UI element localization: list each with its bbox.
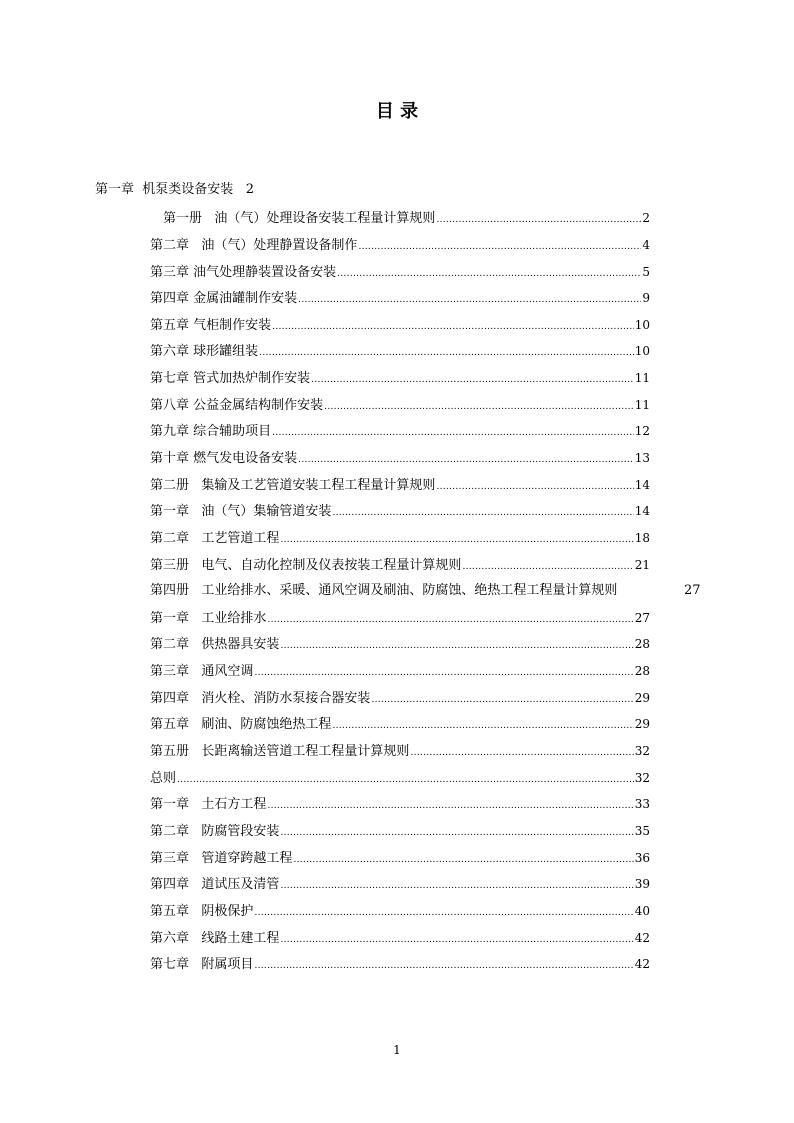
dot-leader bbox=[254, 904, 633, 922]
dot-leader bbox=[332, 717, 633, 735]
toc-entry-text: 燃气发电设备安装 bbox=[193, 451, 298, 466]
dot-leader bbox=[254, 664, 633, 682]
toc-entry-text: 机泵类设备安装 bbox=[142, 182, 234, 197]
toc-entry-text: 土石方工程 bbox=[201, 797, 267, 812]
toc-entry-text: 防腐管段安装 bbox=[201, 824, 280, 839]
toc-entry-text: 阴极保护 bbox=[201, 904, 254, 919]
toc-entry-label: 第四册 bbox=[150, 583, 190, 598]
toc-entry-text: 道试压及清管 bbox=[201, 877, 280, 892]
dot-leader bbox=[436, 478, 633, 496]
toc-entry-page: 42 bbox=[634, 931, 650, 945]
toc-entry-text: 公益金属结构制作安装 bbox=[193, 398, 324, 413]
toc-entry-first[interactable] bbox=[95, 181, 254, 199]
toc-entry-text: 线路土建工程 bbox=[201, 931, 280, 946]
dot-leader bbox=[280, 824, 633, 842]
toc-entry[interactable] bbox=[150, 822, 650, 840]
dot-leader bbox=[280, 931, 633, 949]
toc-entry-page: 10 bbox=[634, 344, 650, 358]
toc-entry[interactable] bbox=[150, 289, 650, 307]
dot-leader bbox=[272, 318, 634, 336]
toc-entry[interactable] bbox=[150, 449, 650, 467]
toc-entry-text: 油（气）处理静置设备制作 bbox=[201, 238, 358, 253]
dot-leader bbox=[436, 211, 641, 229]
toc-entry-label: 第十章 bbox=[150, 451, 190, 466]
toc-entry-label: 第五册 bbox=[150, 744, 190, 759]
toc-entry-page: 42 bbox=[634, 957, 650, 971]
toc-entry-page: 27 bbox=[684, 583, 701, 598]
toc-entry-label: 第七章 bbox=[150, 371, 190, 386]
toc-entry-text: 工业给排水、采暖、通风空调及刷油、防腐蚀、绝热工程工程量计算规则 bbox=[201, 583, 618, 598]
toc-entry[interactable] bbox=[150, 662, 650, 680]
toc-entry-label: 第一章 bbox=[95, 182, 135, 197]
toc-entry-page: 11 bbox=[634, 371, 650, 385]
toc-entry-page: 11 bbox=[634, 398, 650, 412]
dot-leader bbox=[272, 424, 634, 442]
page-title: 目 录 bbox=[375, 101, 419, 122]
toc-entry-text: 工业给排水 bbox=[201, 611, 267, 626]
dot-leader bbox=[267, 797, 633, 815]
dot-leader bbox=[371, 691, 633, 709]
dot-leader bbox=[410, 744, 633, 762]
toc-entry-page: 29 bbox=[634, 691, 650, 705]
toc-entry[interactable] bbox=[150, 582, 617, 600]
toc-entry-label: 第五章 bbox=[150, 318, 190, 333]
toc-entry-page: 33 bbox=[634, 797, 650, 811]
toc-entry-page: 21 bbox=[634, 558, 650, 572]
toc-entry-page: 14 bbox=[634, 478, 650, 492]
toc-entry-text: 金属油罐制作安装 bbox=[193, 291, 298, 306]
toc-entry-label: 第一章 bbox=[150, 797, 190, 812]
toc-entry-text: 球形罐组装 bbox=[193, 344, 259, 359]
dot-leader bbox=[177, 771, 634, 789]
dot-leader bbox=[324, 398, 634, 416]
dot-leader bbox=[280, 637, 633, 655]
toc-entry-label: 第四章 bbox=[150, 291, 190, 306]
toc-entry[interactable] bbox=[150, 476, 650, 494]
toc-entry[interactable] bbox=[150, 955, 650, 973]
dot-leader bbox=[254, 957, 633, 975]
toc-entry-page: 2 bbox=[245, 182, 254, 197]
toc-entry-label: 第七章 bbox=[150, 957, 190, 972]
toc-entry-text: 供热器具安装 bbox=[201, 637, 280, 652]
toc-entry[interactable] bbox=[150, 635, 650, 653]
toc-entry-text: 电气、自动化控制及仪表按装工程量计算规则 bbox=[201, 558, 462, 573]
toc-entry-page: 39 bbox=[634, 877, 650, 891]
toc-entry-label: 第六章 bbox=[150, 931, 190, 946]
toc-entry-text: 管道穿跨越工程 bbox=[201, 851, 293, 866]
toc-entry[interactable] bbox=[150, 502, 650, 520]
toc-entry-page: 4 bbox=[642, 238, 650, 252]
toc-entry-text: 油（气）集输管道安装 bbox=[201, 504, 332, 519]
toc-entry-page: 28 bbox=[634, 664, 650, 678]
toc-entry[interactable] bbox=[150, 849, 650, 867]
toc-entry-label: 第二章 bbox=[150, 238, 190, 253]
dot-leader bbox=[462, 558, 633, 576]
toc-entry-label: 第三章 bbox=[150, 851, 190, 866]
toc-entry[interactable] bbox=[150, 609, 650, 627]
toc-entry[interactable] bbox=[150, 369, 650, 387]
toc-entry-label: 第九章 bbox=[150, 424, 190, 439]
toc-entry-label: 第四章 bbox=[150, 877, 190, 892]
toc-entry[interactable] bbox=[150, 929, 650, 947]
toc-entry[interactable] bbox=[150, 529, 650, 547]
toc-entry[interactable] bbox=[163, 209, 650, 227]
toc-entry-page: 36 bbox=[634, 851, 650, 865]
dot-leader bbox=[298, 451, 634, 469]
toc-entry[interactable] bbox=[150, 316, 650, 334]
toc-entry-label: 第一章 bbox=[150, 504, 190, 519]
dot-leader bbox=[311, 371, 634, 389]
toc-entry-label: 第二册 bbox=[150, 478, 190, 493]
toc-entry[interactable] bbox=[150, 342, 650, 360]
toc-entry-page: 5 bbox=[642, 265, 650, 279]
toc-entry-text: 集输及工艺管道安装工程工程量计算规则 bbox=[201, 478, 436, 493]
toc-entry-label: 第五章 bbox=[150, 904, 190, 919]
toc-entry[interactable] bbox=[150, 875, 650, 893]
toc-entry[interactable] bbox=[150, 236, 650, 254]
toc-entry-page: 2 bbox=[642, 211, 650, 225]
dot-leader bbox=[358, 238, 641, 256]
toc-entry-text: 附属项目 bbox=[201, 957, 254, 972]
toc-entry-label: 第六章 bbox=[150, 344, 190, 359]
toc-entry-text: 气柜制作安装 bbox=[193, 318, 272, 333]
toc-entry-text: 油气处理静装置设备安装 bbox=[193, 265, 337, 280]
toc-entry-page: 18 bbox=[634, 531, 650, 545]
dot-leader bbox=[337, 265, 641, 283]
dot-leader bbox=[259, 344, 634, 362]
page-number: 1 bbox=[393, 1043, 401, 1057]
toc-entry-page: 10 bbox=[634, 318, 650, 332]
toc-entry-page: 12 bbox=[634, 424, 650, 438]
toc-entry-label: 第八章 bbox=[150, 398, 190, 413]
toc-entry-label: 第二章 bbox=[150, 531, 190, 546]
toc-entry-text: 油（气）处理设备安装工程量计算规则 bbox=[214, 211, 436, 226]
toc-entry[interactable] bbox=[150, 795, 650, 813]
toc-entry-label: 第一章 bbox=[150, 611, 190, 626]
toc-entry-label: 第一册 bbox=[163, 211, 203, 226]
toc-entry-label: 第三册 bbox=[150, 558, 190, 573]
toc-entry-page: 28 bbox=[634, 637, 650, 651]
toc-entry-page: 9 bbox=[642, 291, 650, 305]
toc-entry-page: 32 bbox=[634, 771, 650, 785]
dot-leader bbox=[332, 504, 633, 522]
toc-entry[interactable] bbox=[150, 742, 650, 760]
toc-entry-page: 14 bbox=[634, 504, 650, 518]
toc-entry-page: 13 bbox=[634, 451, 650, 465]
toc-entry-label: 第三章 bbox=[150, 664, 190, 679]
toc-entry-label: 第二章 bbox=[150, 637, 190, 652]
toc-entry-text: 综合辅助项目 bbox=[193, 424, 272, 439]
toc-entry[interactable] bbox=[150, 689, 650, 707]
toc-entry-text: 总则 bbox=[150, 771, 177, 786]
toc-entry[interactable] bbox=[150, 769, 650, 787]
dot-leader bbox=[267, 611, 633, 629]
toc-entry-text: 管式加热炉制作安装 bbox=[193, 371, 311, 386]
toc-entry-page: 35 bbox=[634, 824, 650, 838]
dot-leader bbox=[280, 877, 633, 895]
toc-entry-text: 刷油、防腐蚀绝热工程 bbox=[201, 717, 332, 732]
toc-entry-text: 工艺管道工程 bbox=[201, 531, 280, 546]
toc-entry-text: 消火栓、消防水泵接合器安装 bbox=[201, 691, 371, 706]
toc-entry-page: 32 bbox=[634, 744, 650, 758]
toc-entry-text: 长距离输送管道工程工程量计算规则 bbox=[201, 744, 410, 759]
toc-entry-label: 第五章 bbox=[150, 717, 190, 732]
toc-entry-page: 40 bbox=[634, 904, 650, 918]
toc-entry[interactable] bbox=[150, 422, 650, 440]
toc-entry-text: 通风空调 bbox=[201, 664, 254, 679]
dot-leader bbox=[280, 531, 633, 549]
toc-entry-label: 第二章 bbox=[150, 824, 190, 839]
toc-entry[interactable] bbox=[150, 263, 650, 281]
toc-entry[interactable] bbox=[150, 902, 650, 920]
toc-entry[interactable] bbox=[150, 556, 650, 574]
toc-entry-label: 第四章 bbox=[150, 691, 190, 706]
toc-entry-page: 27 bbox=[634, 611, 650, 625]
dot-leader bbox=[298, 291, 641, 309]
toc-entry[interactable] bbox=[150, 396, 650, 414]
toc-entry-page: 29 bbox=[634, 717, 650, 731]
toc-entry[interactable] bbox=[150, 715, 650, 733]
dot-leader bbox=[293, 851, 633, 869]
toc-entry-label: 第三章 bbox=[150, 265, 190, 280]
